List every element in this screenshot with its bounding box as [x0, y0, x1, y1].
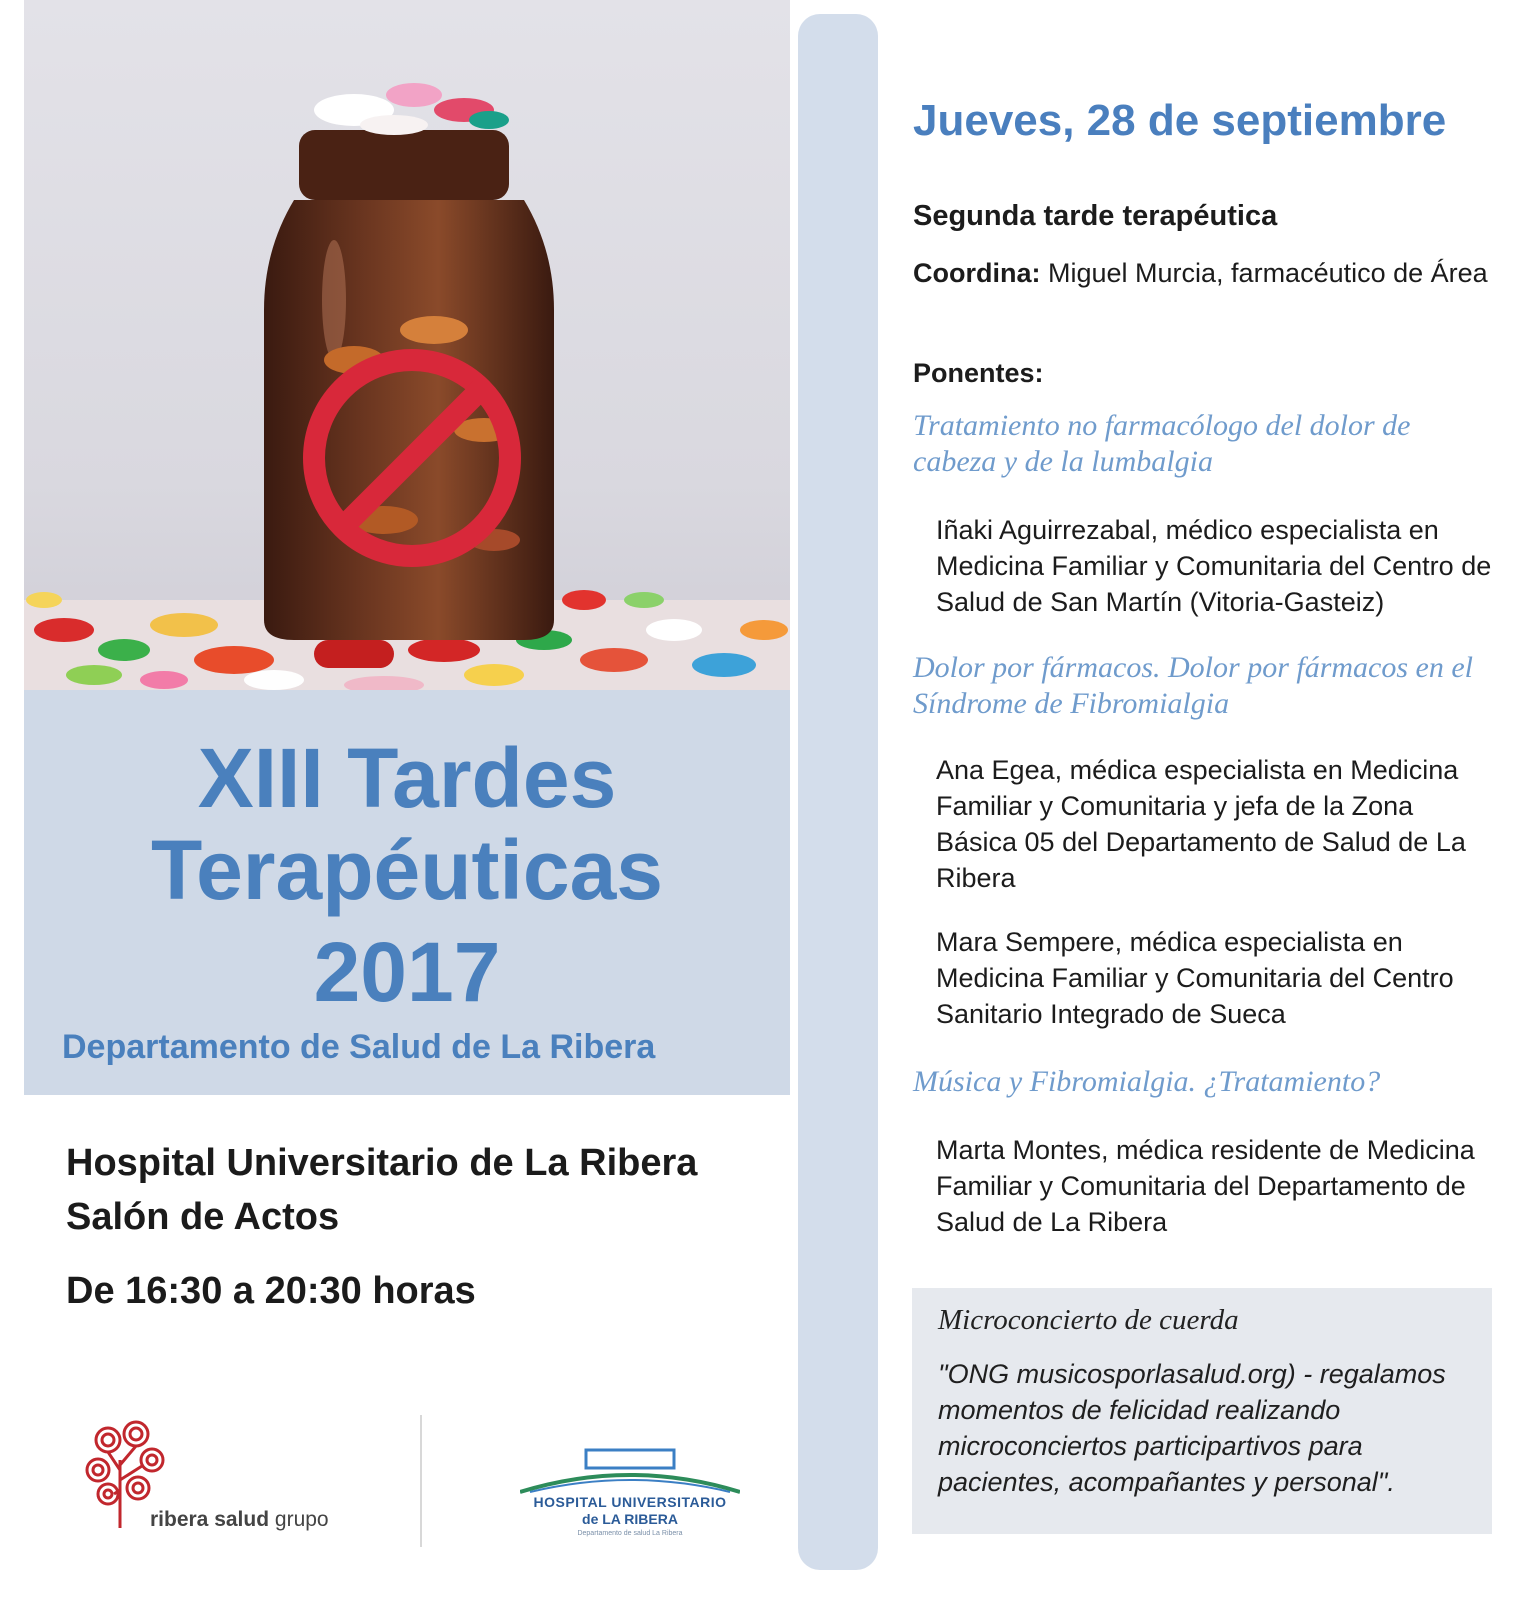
event-title-line2: Terapéuticas: [151, 823, 663, 917]
speaker-entry: Marta Montes, médica residente de Medicina Familiar y Comunitaria del Departamento de Salud de La Ribera: [936, 1135, 1475, 1237]
speaker-entry: Iñaki Aguirrezabal, médico especialista en Medicina Familiar y Comunitaria del Centro de Salud de San Martín (Vitoria-Gasteiz): [936, 515, 1492, 617]
concert-title: Microconcierto de cuerda: [938, 1304, 1239, 1336]
hospital-logo-line3: Departamento de salud La Ribera: [577, 1530, 683, 1537]
hospital-logo-line1: HOSPITAL UNIVERSITARIO: [533, 1494, 727, 1510]
coordinator: [913, 255, 1493, 291]
hospital-building-icon: [520, 1448, 740, 1494]
coordinator-text: Miguel Murcia, farmacéutico de Área: [1040, 258, 1488, 288]
center-decorative-bar: [798, 14, 878, 1570]
speakers-heading: Ponentes:: [913, 358, 1044, 388]
hospital-logo-line2: de LA RIBERA: [582, 1511, 678, 1527]
venue-room: Salón de Actos: [66, 1196, 340, 1238]
title-panel: [24, 690, 790, 1095]
bottle: [264, 83, 554, 640]
talk-title: Tratamiento no farmacólogo del dolor de cabeza y de la lumbalgia: [913, 409, 1411, 478]
event-date: Jueves, 28 de septiembre: [913, 96, 1447, 145]
venue-hours: De 16:30 a 20:30 horas: [66, 1270, 476, 1312]
venue-hospital: Hospital Universitario de La Ribera: [66, 1142, 698, 1184]
ribera-salud-wordmark: ribera salud grupo: [150, 1508, 329, 1531]
concert-description: "ONG musicosporlasalud.org) - regalamos momentos de felicidad realizando microconciertos participartivos para pacientes, acompañantes y personal".: [938, 1359, 1446, 1497]
department-name: Departamento de Salud de La Ribera: [62, 1028, 656, 1066]
speaker-entry: Mara Sempere, médica especialista en Medicina Familiar y Comunitaria del Centro Sanitario Integrado de Sueca: [936, 927, 1454, 1029]
coordinator-label: Coordina:: [913, 258, 1041, 288]
talk-title: Dolor por fármacos. Dolor por fármacos en el Síndrome de Fibromialgia: [913, 651, 1473, 720]
logo-divider: [420, 1415, 422, 1547]
talk-title: Música y Fibromialgia. ¿Tratamiento?: [913, 1065, 1381, 1098]
concert-box: [912, 1288, 1492, 1534]
event-year: 2017: [313, 925, 501, 1019]
hospital-logo: [520, 1448, 740, 1538]
speaker-entry: Ana Egea, médica especialista en Medicina Familiar y Comunitaria y jefa de la Zona Básica 05 del Departamento de Salud de La Ribera: [936, 755, 1466, 893]
ribera-salud-logo: [84, 1420, 344, 1540]
session-subtitle: Segunda tarde terapéutica: [913, 200, 1278, 232]
pill-bottle-photo: [24, 0, 790, 690]
event-title-line1: XIII Tardes: [197, 731, 617, 825]
